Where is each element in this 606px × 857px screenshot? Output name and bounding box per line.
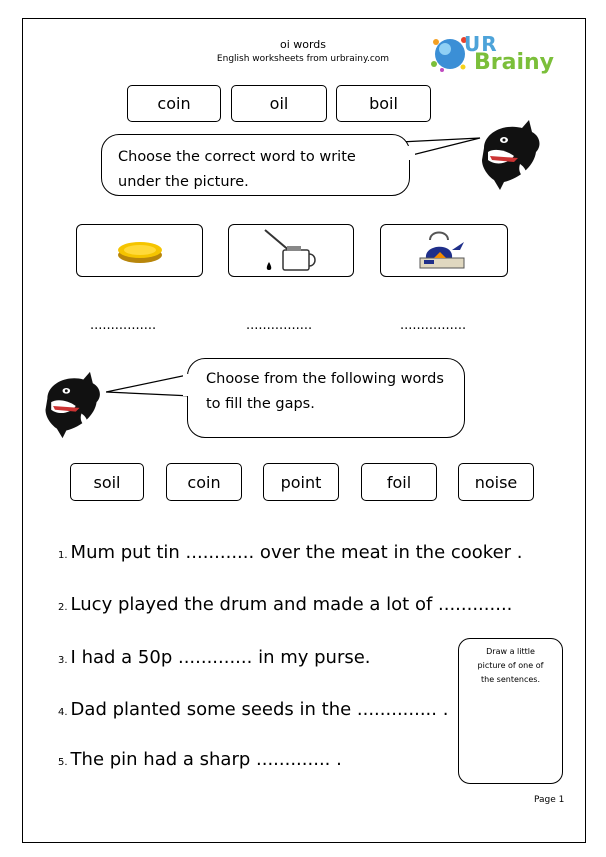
sentence-4: 4. Dad planted some seeds in the .............. . — [58, 699, 449, 720]
kettle-on-stove-icon — [414, 228, 474, 274]
sentence-5: 5. The pin had a sharp ............. . — [58, 749, 342, 770]
word-box-boil: boil — [336, 85, 431, 122]
sentence-1: 1. Mum put tin ............ over the meat in the cooker . — [58, 542, 523, 563]
answer-blank-1[interactable]: ................ — [90, 318, 157, 333]
answer-blank-2[interactable]: ................ — [246, 318, 313, 333]
sentence-2: 2. Lucy played the drum and made a lot of ............. — [58, 594, 513, 615]
orca-icon — [36, 370, 108, 440]
urbrainy-logo — [430, 32, 555, 76]
word-box-noise: noise — [458, 463, 534, 501]
word-box-foil: foil — [361, 463, 437, 501]
page-title: oi words — [279, 38, 327, 51]
logo-text-brainy: Brainy — [474, 50, 555, 75]
word-box-oil: oil — [231, 85, 327, 122]
logo-text-ur: UR — [464, 32, 498, 56]
orca-icon — [474, 118, 546, 192]
page-number: Page 1 — [534, 795, 565, 805]
instruction-bubble-1: Choose the correct word to write under the picture. — [101, 134, 410, 196]
picture-box-1 — [76, 224, 203, 277]
word-box-coin: coin — [127, 85, 221, 122]
sentence-3: 3. I had a 50p ............. in my purse. — [58, 647, 371, 668]
page-subtitle: English worksheets from urbrainy.com — [216, 54, 390, 64]
word-box-coin-2: coin — [166, 463, 242, 501]
instruction-bubble-2: Choose from the following words to fill the gaps. — [187, 358, 465, 438]
picture-box-3 — [380, 224, 508, 277]
oil-can-icon — [261, 228, 321, 274]
answer-blank-3[interactable]: ................ — [400, 318, 467, 333]
word-box-soil: soil — [70, 463, 144, 501]
coin-icon — [116, 237, 164, 265]
picture-box-2 — [228, 224, 354, 277]
draw-picture-box[interactable]: Draw a little picture of one of the sentences. — [458, 638, 563, 784]
word-box-point: point — [263, 463, 339, 501]
